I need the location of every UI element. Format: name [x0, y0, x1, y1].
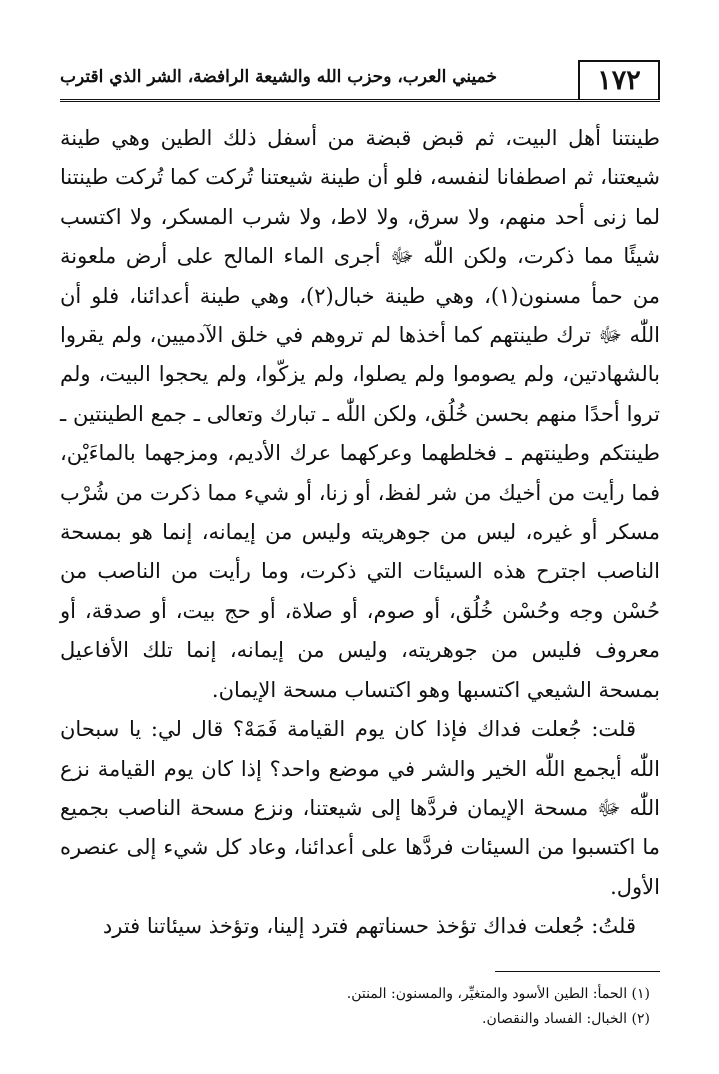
running-title: خميني العرب، وحزب الله والشيعة الرافضة، الشر الذي اقترب	[60, 67, 497, 87]
footnote: (١) الحمأ: الطين الأسود والمتغيِّر، والمسنون: المنتن.	[346, 985, 650, 1002]
footnote-divider	[495, 971, 660, 972]
footnotes	[60, 982, 660, 1032]
body-text	[60, 119, 660, 947]
page-number: ١٧٢	[578, 60, 660, 100]
body-paragraph: طينتنا أهل البيت، ثم قبض قبضة من أسفل ذلك الطين وهي طينة شيعتنا، ثم اصطفانا لنفسه، فلو أن طينة شيعتنا تُركت كما تُركت طينتنا لما زنى أحد منهم، ولا سرق، ولا لاط، ولا شرب المسكر، ولا اكتسب شيئًا مما ذكرت، ولكن اللّٰه ﷻ أجرى الماء المالح على أرض ملعونة من حمأ مسنون(١)، وهي طينة خبال(٢)، وهي طينة أعدائنا، فلو أن اللّٰه ﷻ ترك طينتهم كما أخذها لم تروهم في خلق الآدميين، ولم يقروا بالشهادتين، ولم يصوموا ولم يصلوا، ولم يزكّوا، ولم يحجوا البيت، ولم تروا أحدًا منهم بحسن خُلُق، ولكن اللّٰه ـ تبارك وتعالى ـ جمع الطينتين ـ طينتكم وطينتهم ـ فخلطهما وعركهما عرك الأديم، ومزجهما بالماءَيْن، فما رأيت من أخيك من شر لفظ، أو زنا، أو شيء مما ذكرت من شُرْب مسكر أو غيره، ليس من جوهريته وليس من إيمانه، إنما هو بمسحة الناصب اجترح هذه السيئات التي ذكرت، وما رأيت من الناصب من حُسْن وجه وحُسْن خُلُق، أو صوم، أو صلاة، أو حج بيت، أو صدقة، أو معروف فليس من جوهريته، وليس من إيمانه، إنما تلك الأفاعيل بمسحة الشيعي اكتسبها وهو اكتساب مسحة الإيمان.	[60, 126, 661, 702]
footnote: (٢) الخبال: الفساد والنقصان.	[482, 1010, 650, 1027]
page-header	[60, 55, 660, 102]
book-page	[60, 55, 660, 1035]
body-paragraph: قلت: جُعلت فداك فإذا كان يوم القيامة فَمَهْ؟ قال لي: يا سبحان اللّٰه أيجمع اللّٰه الخير والشر في موضع واحد؟ إذا كان يوم القيامة نزع اللّٰه ﷻ مسحة الإيمان فردَّها إلى شيعتنا، ونزع مسحة الناصب بجميع ما اكتسبوا من السيئات فردَّها على أعدائنا، وعاد كل شيء إلى عنصره الأول.	[60, 717, 660, 899]
body-paragraph: قلتُ: جُعلت فداك تؤخذ حسناتهم فترد إلينا، وتؤخذ سيئاتنا فترد	[102, 914, 636, 939]
